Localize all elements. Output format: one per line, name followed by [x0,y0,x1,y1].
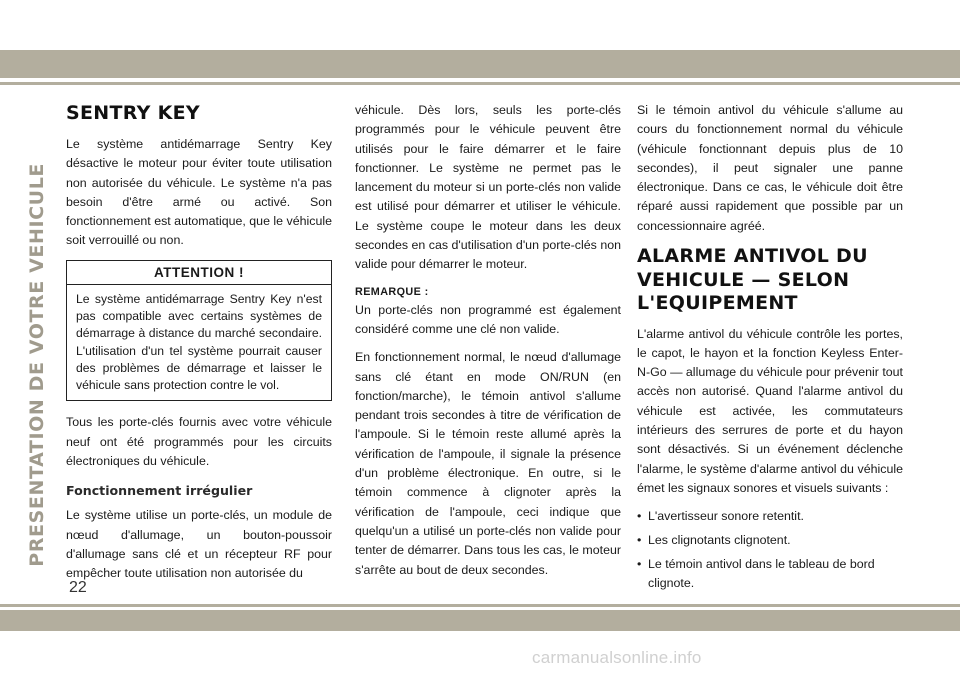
warning-title: ATTENTION ! [67,261,331,285]
paragraph: Le système utilise un porte-clés, un module de nœud d'allumage, un bouton-poussoir d'allumage sans clé et un récepteur RF pour empêcher toute utilisation non autorisée du [66,508,332,581]
chapter-title-text: PRESENTATION DE VOTRE VEHICULE [26,163,48,567]
column-middle [355,101,621,589]
alarm-signal-list [637,507,903,593]
footer-rule [0,604,960,607]
list-item: • Le témoin antivol dans le tableau de bord clignote. [637,555,903,593]
warning-box [66,260,332,402]
paragraph: Le système antidémarrage Sentry Key désactive le moteur pour éviter toute utilisation non autorisée du véhicule. Le système n'a pas besoin d'être armé ou activé. Son fonctionnement est automatique, que le véhicule soit verrouillé ou non. [66,137,332,248]
column-left [66,101,332,593]
column-right [637,101,903,598]
sub-heading-irregular-operation: Fonctionnement irrégulier [66,483,253,499]
watermark: carmanualsonline.info [532,648,702,667]
remark-label: REMARQUE : [355,285,429,298]
chapter-side-title [27,97,47,567]
warning-text: Le système antidémarrage Sentry Key n'est pas compatible avec certains systèmes de démarrage à distance du marché secondaire. L'utilisation d'un tel système pourrait causer des problèmes de démarrage et laisser le véhicule sans protection contre le vol. [76,292,322,393]
paragraph: L'alarme antivol du véhicule contrôle les portes, le capot, le hayon et la fonction Keyless Enter-N-Go — allumage du véhicule pour prévenir tout accès non autorisé. Quand l'alarme antivol du véhicule est activée, les commutateurs intérieurs des serrures de porte et du hayon sont désactivés. Si un événement déclenche l'alarme, le système d'alarme antivol du véhicule émet les signaux sonores et visuels suivants : [637,326,903,495]
list-item: • Les clignotants clignotent. [637,531,903,550]
list-item: • L'avertisseur sonore retentit. [637,507,903,526]
paragraph: En fonctionnement normal, le nœud d'allumage sans clé étant en mode ON/RUN (en fonction/marche), le témoin antivol s'allume pendant trois secondes à titre de vérification de l'ampoule. Si le témoin reste allumé après la vérification de l'ampoule, il signale la présence d'un problème électronique. En outre, si le témoin commence à clignoter après la vérification de l'ampoule, ceci indique que quelqu'un a utilisé un porte-clés non valide pour tenter de démarrer. Dans tous les cas, le moteur s'arrête au bout de deux secondes. [355,350,621,577]
paragraph: Si le témoin antivol du véhicule s'allume au cours du fonctionnement normal du véhicule (véhicule fonctionnant depuis plus de 10 secondes), il peut signaler une panne électronique. Dans ce cas, le véhicule doit être réparé aussi rapidement que possible par un concessionnaire agréé. [637,103,903,233]
footer-band [0,610,960,631]
header-band [0,50,960,78]
section-heading-sentry-key: SENTRY KEY [66,102,200,124]
page-number: 22 [69,579,87,596]
paragraph: Tous les porte-clés fournis avec votre véhicule neuf ont été programmés pour les circuits électroniques du véhicule. [66,415,332,468]
header-rule [0,82,960,85]
section-heading-alarm: ALARME ANTIVOL DU VEHICULE — SELON L'EQUIPEMENT [637,245,868,315]
remark-text: Un porte-clés non programmé est également considéré comme une clé non valide. [355,302,621,336]
paragraph: véhicule. Dès lors, seuls les porte-clés programmés pour le véhicule peuvent être utilisés pour le faire démarrer et le faire fonctionner. Le système ne permet pas le lancement du moteur si un porte-clés non valide est utilisé pour démarrer et utiliser le véhicule. Le système coupe le moteur dans les deux secondes en cas d'utilisation d'un porte-clés non valide pour démarrer le moteur. [355,103,621,272]
